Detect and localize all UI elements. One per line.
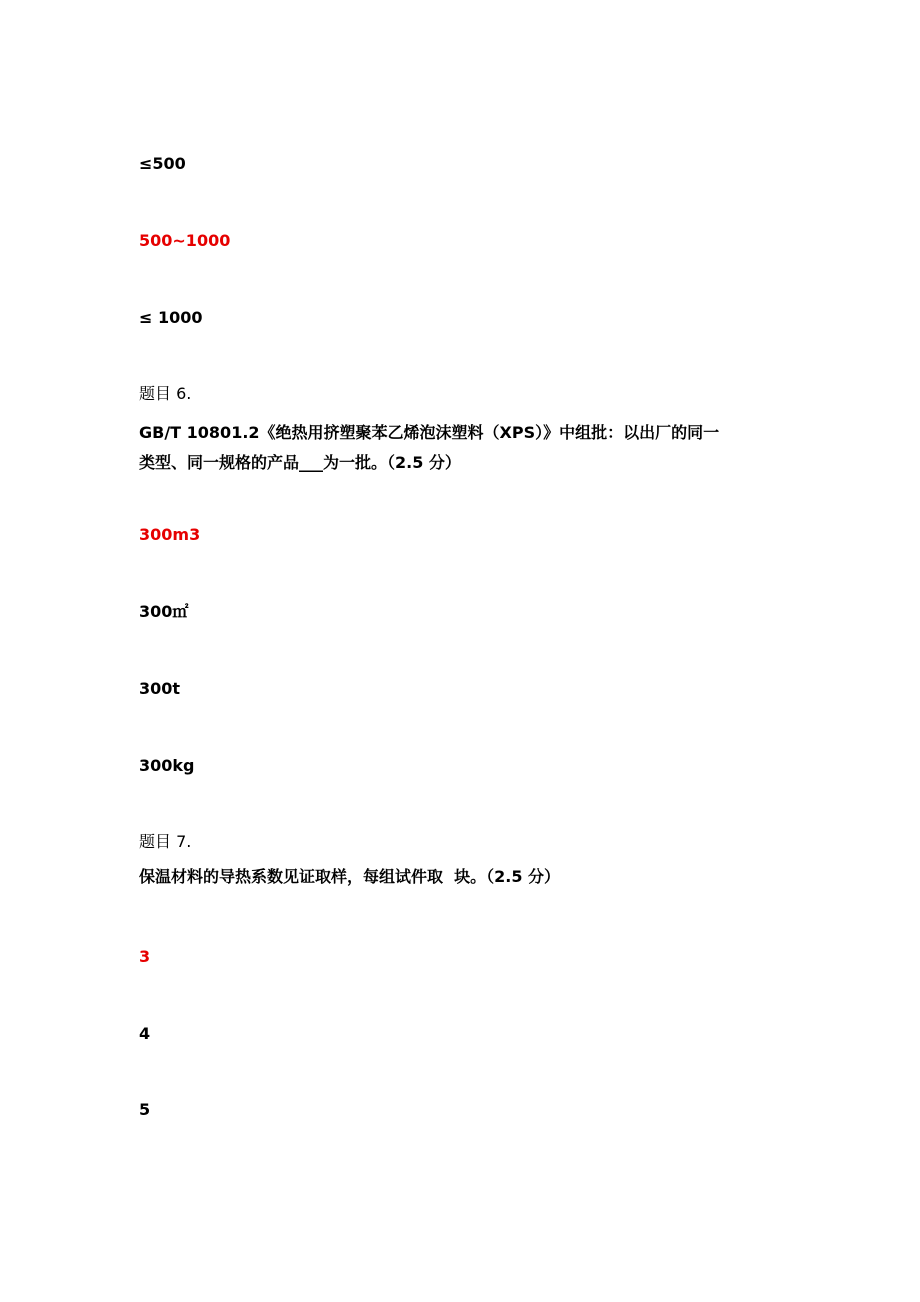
q7-option-1-correct: 3 <box>139 947 151 966</box>
q6-blank: ___ <box>299 453 324 472</box>
q6-option-1-correct: 300m3 <box>139 525 201 544</box>
q7-option-3: 5 <box>139 1100 151 1119</box>
q5-option-2-correct: 500~1000 <box>139 231 231 250</box>
q6-option-3: 300t <box>139 679 181 698</box>
q7-title: 题目 7. <box>139 832 192 851</box>
q6-title: 题目 6. <box>139 384 192 403</box>
q6-text-line1: GB/T 10801.2《绝热用挤塑聚苯乙烯泡沫塑料（XPS）》中组批：以出厂的同一 <box>139 423 720 442</box>
q6-option-4: 300kg <box>139 756 195 775</box>
q6-text <box>139 418 719 478</box>
q5-option-3: ≤ 1000 <box>139 308 203 327</box>
q6-text-line2b: 为一批。（2.5 分） <box>323 453 461 472</box>
q7-option-2: 4 <box>139 1024 151 1043</box>
q6-option-2: 300㎡ <box>139 602 189 621</box>
q6-text-line2a: 类型、同一规格的产品 <box>139 453 300 472</box>
q5-option-1: ≤500 <box>139 154 186 173</box>
q7-text: 保温材料的导热系数见证取样，每组试件取 块。（2.5 分） <box>139 867 561 886</box>
